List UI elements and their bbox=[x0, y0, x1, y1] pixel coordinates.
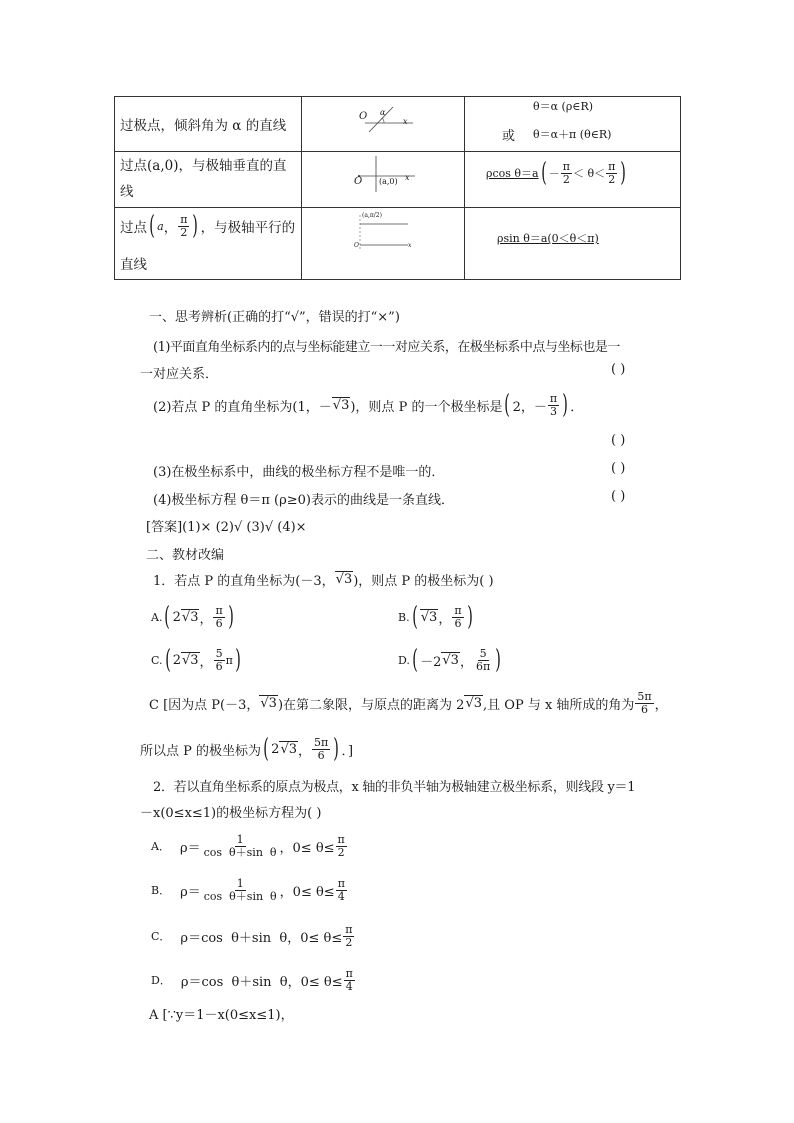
row1-eq2: θ＝α＋π (θ∈R) bbox=[533, 128, 612, 141]
row1-desc: 过极点，倾斜角为 α 的直线 bbox=[120, 118, 287, 134]
row3-desc-a: a bbox=[157, 219, 164, 233]
row1-figure-axis: x bbox=[403, 117, 408, 126]
q1-blank[interactable]: ( ) bbox=[611, 362, 626, 377]
row3-desc-comma: ， bbox=[163, 220, 178, 236]
q2-frac-den: 3 bbox=[550, 404, 557, 418]
row3-desc-post: ，与极轴平行的 bbox=[200, 220, 296, 236]
p1-option-a[interactable]: A. ( 2 √3 ， $\frac{\pi}{6}$ ) bbox=[151, 602, 234, 632]
q1-line1: (1)平面直角坐标系内的点与坐标能建立一一对应关系，在极坐标系中点与坐标也是一 bbox=[153, 340, 620, 355]
row2-eq-mid: ＜ θ＜ bbox=[572, 167, 606, 180]
row2-desc-line2: 线 bbox=[120, 184, 134, 200]
q2-blank[interactable]: ( ) bbox=[611, 433, 626, 448]
q2-mid: )，则点 P 的一个极坐标是 bbox=[350, 399, 503, 415]
q2-sqrt: √3 bbox=[332, 398, 350, 413]
row2-figure bbox=[355, 155, 425, 193]
solution2: A [∵y＝1－x(0≤x≤1)， bbox=[149, 1008, 294, 1023]
p1-sqrt: 3 bbox=[343, 572, 353, 587]
p1-option-b[interactable]: B. ( √3 ， $\frac{\pi}{6}$ ) bbox=[398, 602, 473, 632]
p1-option-d[interactable]: D. ( －2 √3 ， $\frac{5}{6\pi}$ ) bbox=[398, 645, 502, 675]
p2-option-a[interactable]: A． ρ＝ $\frac{1}{\text{cos θ＋sin θ}}$ ，0≤ θ≤ $\frac{\pi}{2}$ bbox=[151, 832, 345, 859]
q1-line2: 一对应关系． bbox=[140, 367, 219, 382]
row2-eq-frac2-num: π bbox=[608, 159, 616, 173]
row3-figure-origin: O bbox=[354, 242, 359, 249]
row2-figure-point: (a,0) bbox=[379, 177, 398, 186]
row2-eq-main: ρcos θ＝a bbox=[486, 167, 539, 180]
problem1: 1．若点 P 的直角坐标为(－3， √3 )，则点 P 的极坐标为( ) bbox=[153, 568, 494, 590]
row3-eq: ρsin θ＝a(0＜θ＜π) bbox=[497, 232, 599, 245]
q2-end: ． bbox=[570, 399, 584, 415]
p2-option-d[interactable]: D． ρ＝cos θ＋sin θ，0≤ θ≤ $\frac{\pi}{4}$ bbox=[151, 966, 353, 993]
row2-eq-frac-den: 2 bbox=[562, 172, 570, 186]
row2-figure-origin: O bbox=[354, 176, 363, 187]
p2-option-b[interactable]: B． ρ＝ $\frac{1}{\text{cos θ＋sin θ}}$ ，0≤ θ≤ $\frac{\pi}{4}$ bbox=[151, 876, 345, 903]
section2-heading: 二、教材改编 bbox=[146, 548, 225, 563]
p1-pre: 1．若点 P 的直角坐标为(－3， bbox=[153, 573, 335, 589]
problem2-line2: －x(0≤x≤1)的极坐标方程为( ) bbox=[140, 806, 322, 821]
row2-eq-frac-num: π bbox=[562, 159, 570, 173]
q3: (3)在极坐标系中，曲线的极坐标方程不是唯一的． bbox=[153, 465, 445, 480]
q2-frac-num: π bbox=[549, 391, 558, 405]
section1-heading: 一、思考辨析(正确的打“√”，错误的打“×”) bbox=[149, 310, 400, 325]
row1-eq2-prefix: 或 bbox=[502, 129, 516, 144]
row3-desc-frac-num: π bbox=[180, 212, 188, 226]
solution1-line1: C [因为点 P(－3， √3 )在第二象限，与原点的距离为 2 √3 ,且 OP 与 x 轴所成的角为 $\frac{5\pi}{6}$ ， bbox=[149, 689, 668, 716]
solution1-line2: 所以点 P 的极坐标为 ( 2 √3 ， $\frac{5\pi}{6}$ ) ．] bbox=[140, 734, 354, 764]
row1-figure-angle: α bbox=[380, 108, 386, 117]
problem2-line1: 2．若以直角坐标系的原点为极点，x 轴的非负半轴为极轴建立极坐标系，则线段 y＝1 bbox=[153, 780, 636, 795]
row1-eq1: θ＝α (ρ∈R) bbox=[533, 100, 594, 113]
row2-equation: ρcos θ＝a ( － $\frac{\pi}{2}$ ＜ θ＜ $\frac{\pi}{2}$ ) bbox=[486, 158, 627, 188]
p1-post: )，则点 P 的极坐标为( ) bbox=[353, 573, 494, 589]
row2-eq-frac2-den: 2 bbox=[608, 172, 616, 186]
q2-coord: 2，－ bbox=[512, 399, 547, 415]
row3-figure-point: (a,π/2) bbox=[362, 212, 382, 219]
row3-figure-axis: x bbox=[408, 242, 412, 249]
row3-desc-frac-den: 2 bbox=[180, 225, 188, 239]
q4-blank[interactable]: ( ) bbox=[611, 489, 626, 504]
row3-desc-pre: 过点 bbox=[120, 220, 147, 236]
q2: (2)若点 P 的直角坐标为(1，－ √3 )，则点 P 的一个极坐标是 ( 2，－ $\frac{\pi}{3}$ ) ． bbox=[153, 390, 584, 420]
row3-desc-line1: 过点 ( a ， $\frac{\pi}{2}$ ) ，与极轴平行的 bbox=[120, 211, 296, 241]
row2-figure-axis: x bbox=[405, 173, 410, 182]
q3-blank[interactable]: ( ) bbox=[611, 461, 626, 476]
row2-desc-line1: 过点(a,0)，与极轴垂直的直 bbox=[120, 158, 287, 174]
row2-eq-lhs: － bbox=[548, 167, 560, 180]
q4: (4)极坐标方程 θ＝π (ρ≥0)表示的曲线是一条直线． bbox=[153, 493, 454, 508]
row3-desc-line2: 直线 bbox=[120, 257, 147, 273]
p1-option-c[interactable]: C. ( 2 √3 ， $\frac{5}{6}$ π ) bbox=[151, 645, 241, 675]
row1-figure-origin: O bbox=[359, 111, 368, 122]
answer: [答案](1)× (2)√ (3)√ (4)× bbox=[146, 520, 307, 535]
p2-option-c[interactable]: C． ρ＝cos θ＋sin θ，0≤ θ≤ $\frac{\pi}{2}$ bbox=[151, 922, 353, 949]
q2-pre: (2)若点 P 的直角坐标为(1，－ bbox=[153, 399, 332, 415]
